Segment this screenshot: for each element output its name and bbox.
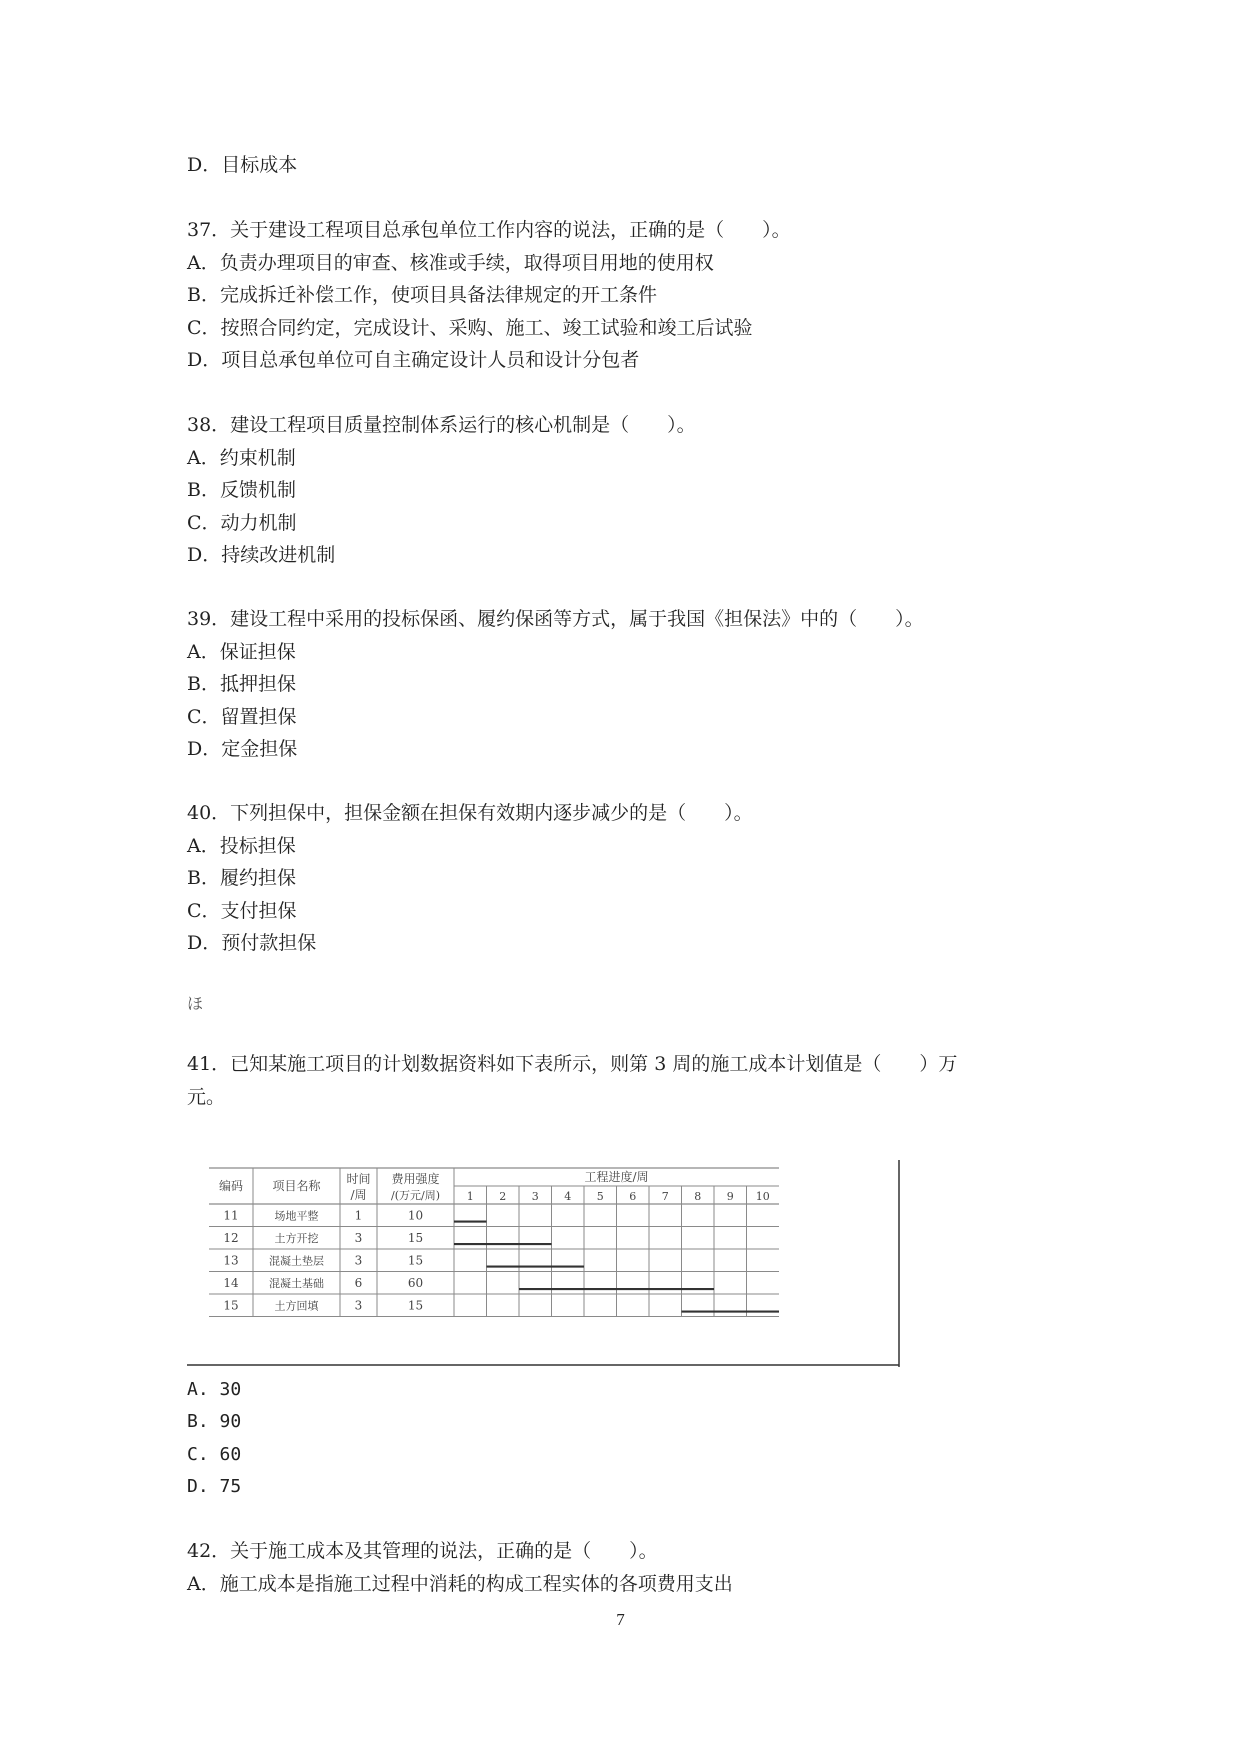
- option-a: A. 30: [187, 1379, 242, 1400]
- question-stem: 41．已知某施工项目的计划数据资料如下表所示，则第 3 周的施工成本计划值是（ ）万: [187, 1053, 958, 1075]
- option-d: D．持续改进机制: [187, 544, 336, 566]
- option-d: D．定金担保: [187, 738, 298, 760]
- cell-time: 3: [354, 1230, 363, 1245]
- week-tick-label: 1: [466, 1190, 474, 1203]
- week-tick-label: 8: [694, 1190, 702, 1203]
- cell-cost: 15: [407, 1298, 424, 1313]
- cell-time: 6: [354, 1275, 363, 1290]
- cell-code: 12: [223, 1230, 239, 1245]
- cell-time: 1: [354, 1208, 363, 1223]
- option-d: D．项目总承包单位可自主确定设计人员和设计分包者: [187, 349, 640, 371]
- header-name: 项目名称: [272, 1179, 321, 1193]
- cell-cost: 60: [407, 1275, 424, 1290]
- cell-code: 14: [223, 1275, 239, 1290]
- cell-name: 场地平整: [274, 1209, 319, 1223]
- week-tick-label: 10: [755, 1190, 770, 1203]
- prev-option-d: D．目标成本: [187, 154, 298, 176]
- cell-cost: 15: [407, 1253, 424, 1268]
- question-stem: 37．关于建设工程项目总承包单位工作内容的说法，正确的是（ ）。: [187, 219, 791, 241]
- option-b: B．反馈机制: [187, 479, 296, 501]
- question-stem: 42．关于施工成本及其管理的说法，正确的是（ ）。: [187, 1540, 658, 1562]
- option-d: D．预付款担保: [187, 932, 317, 954]
- week-tick-label: 5: [596, 1190, 604, 1203]
- question-stem: 38．建设工程项目质量控制体系运行的核心机制是（ ）。: [187, 414, 696, 436]
- option-c: C. 60: [187, 1444, 242, 1465]
- header-cost-unit: /(万元/周): [391, 1189, 440, 1202]
- option-c: C．支付担保: [187, 900, 297, 922]
- option-c: C．按照合同约定，完成设计、采购、施工、竣工试验和竣工后试验: [187, 317, 753, 339]
- cell-name: 土方回填: [274, 1299, 319, 1313]
- cell-name: 混凝土垫层: [269, 1254, 324, 1268]
- option-a: A．负责办理项目的审查、核准或手续，取得项目用地的使用权: [187, 252, 714, 274]
- option-a: A．约束机制: [187, 447, 296, 469]
- option-b: B．完成拆迁补偿工作，使项目具备法律规定的开工条件: [187, 284, 657, 306]
- cell-code: 15: [223, 1298, 239, 1313]
- cell-cost: 15: [407, 1230, 424, 1245]
- page-number: 7: [616, 1610, 625, 1629]
- cell-code: 11: [223, 1208, 239, 1223]
- cell-code: 13: [223, 1253, 239, 1268]
- week-tick-label: 7: [661, 1190, 669, 1203]
- question-stem: 40．下列担保中，担保金额在担保有效期内逐步减少的是（ ）。: [187, 802, 753, 824]
- week-tick-label: 3: [531, 1190, 539, 1203]
- option-b: B．抵押担保: [187, 673, 296, 695]
- option-a: A．保证担保: [187, 641, 296, 663]
- option-d: D. 75: [187, 1476, 242, 1497]
- cell-name: 土方开挖: [274, 1231, 319, 1245]
- option-a: A．施工成本是指施工过程中消耗的构成工程实体的各项费用支出: [187, 1573, 733, 1595]
- week-tick-label: 2: [499, 1190, 507, 1203]
- header-cost: 费用强度: [391, 1172, 440, 1186]
- progress-cost-table: [187, 1160, 902, 1367]
- option-c: C．动力机制: [187, 512, 297, 534]
- option-a: A．投标担保: [187, 835, 296, 857]
- option-b: B．履约担保: [187, 867, 296, 889]
- question-stem: 39．建设工程中采用的投标保函、履约保函等方式，属于我国《担保法》中的（ ）。: [187, 608, 924, 630]
- option-b: B. 90: [187, 1411, 242, 1432]
- cell-cost: 10: [407, 1208, 424, 1223]
- week-tick-label: 9: [726, 1190, 734, 1203]
- header-time: 时间: [346, 1172, 371, 1186]
- cell-name: 混凝土基础: [269, 1276, 324, 1290]
- week-tick-label: 4: [564, 1190, 572, 1203]
- stray-mark: ほ: [187, 994, 204, 1013]
- cell-time: 3: [354, 1298, 363, 1313]
- header-time-unit: /周: [350, 1188, 367, 1202]
- cell-time: 3: [354, 1253, 363, 1268]
- header-code: 编码: [218, 1179, 244, 1193]
- question-stem-cont: 元。: [187, 1086, 226, 1108]
- option-c: C．留置担保: [187, 706, 297, 728]
- week-tick-label: 6: [629, 1190, 637, 1203]
- header-progress: 工程进度/周: [584, 1170, 649, 1184]
- progress-cost-table-graphic: [187, 1160, 902, 1367]
